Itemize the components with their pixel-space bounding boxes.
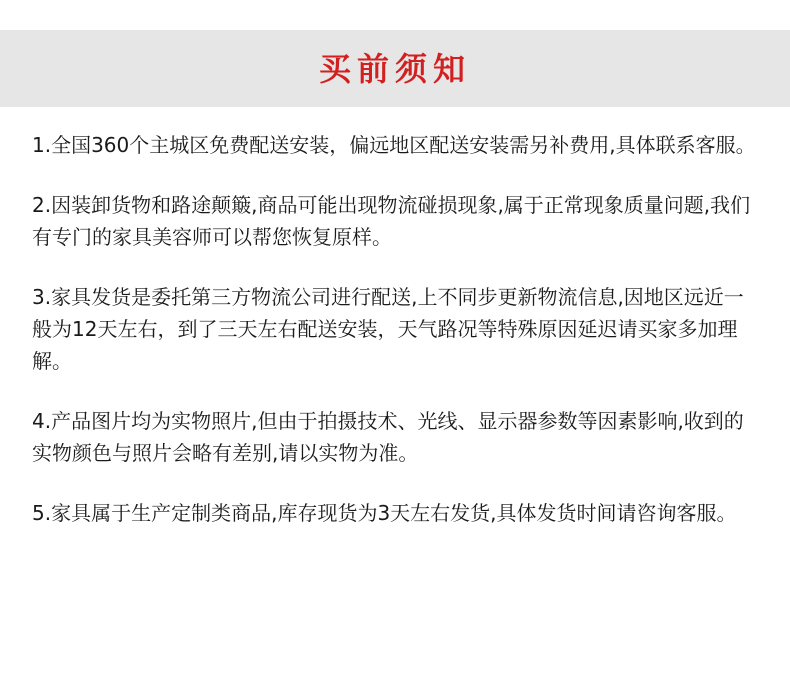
note-item-2: 2.因装卸货物和路途颠簸,商品可能出现物流碰损现象,属于正常现象质量问题,我们有专门的家具美容师可以帮您恢复原样。 [32,193,751,249]
notes-list [32,129,762,557]
note-item-4: 4.产品图片均为实物照片,但由于拍摄技术、光线、显示器参数等因素影响,收到的实物颜色与照片会略有差别,请以实物为准。 [32,409,744,465]
note-item-5: 5.家具属于生产定制类商品,库存现货为3天左右发货,具体发货时间请咨询客服。 [32,501,737,525]
note-item-1: 1.全国360个主城区免费配送安装，偏远地区配送安装需另补费用,具体联系客服。 [32,133,756,157]
page-title: 买前须知 [318,49,471,88]
note-item-3: 3.家具发货是委托第三方物流公司进行配送,上不同步更新物流信息,因地区远近一般为12天左右，到了三天左右配送安装，天气路况等特殊原因延迟请买家多加理解。 [32,285,744,373]
header-band [0,30,790,107]
